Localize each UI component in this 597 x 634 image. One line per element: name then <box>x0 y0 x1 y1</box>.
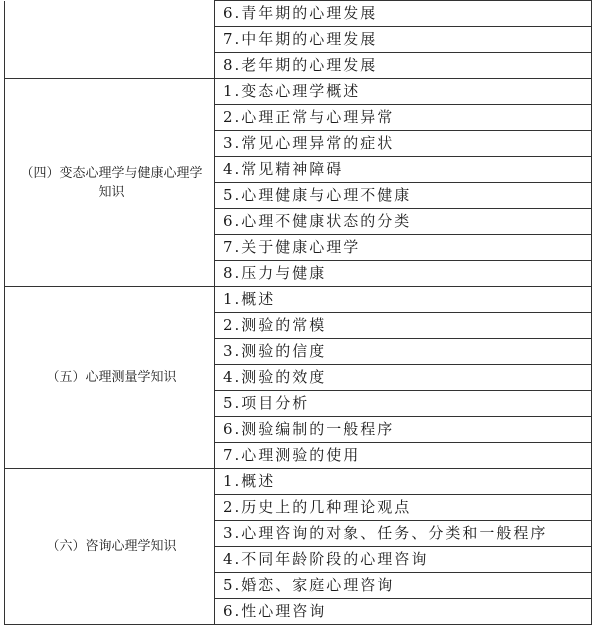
topic-item: 3.常见心理异常的症状 <box>215 131 592 157</box>
topic-item: 7.中年期的心理发展 <box>215 27 592 53</box>
topic-item: 3.测验的信度 <box>215 339 592 365</box>
topic-item: 3.心理咨询的对象、任务、分类和一般程序 <box>215 521 592 547</box>
syllabus-table <box>4 0 592 625</box>
table-row <box>5 287 592 313</box>
section-title-cell: （六）咨询心理学知识 <box>5 469 215 625</box>
topic-item: 5.项目分析 <box>215 391 592 417</box>
topic-item: 5.婚恋、家庭心理咨询 <box>215 573 592 599</box>
topic-item: 7.心理测验的使用 <box>215 443 592 469</box>
topic-item: 5.心理健康与心理不健康 <box>215 183 592 209</box>
section-title-cell: （四）变态心理学与健康心理学知识 <box>5 79 215 287</box>
table-row <box>5 469 592 495</box>
topic-item: 8.压力与健康 <box>215 261 592 287</box>
topic-item: 1.变态心理学概述 <box>215 79 592 105</box>
topic-item: 6.青年期的心理发展 <box>215 1 592 27</box>
table-row <box>5 1 592 27</box>
topic-item: 4.常见精神障碍 <box>215 157 592 183</box>
section-title-cell <box>5 1 215 79</box>
syllabus-table-container <box>4 0 592 625</box>
topic-item: 4.测验的效度 <box>215 365 592 391</box>
topic-item: 2.历史上的几种理论观点 <box>215 495 592 521</box>
section-title-cell: （五）心理测量学知识 <box>5 287 215 469</box>
topic-item: 6.心理不健康状态的分类 <box>215 209 592 235</box>
topic-item: 2.测验的常模 <box>215 313 592 339</box>
topic-item: 8.老年期的心理发展 <box>215 53 592 79</box>
table-body <box>5 1 592 625</box>
table-row <box>5 79 592 105</box>
topic-item: 4.不同年龄阶段的心理咨询 <box>215 547 592 573</box>
topic-item: 1.概述 <box>215 287 592 313</box>
topic-item: 2.心理正常与心理异常 <box>215 105 592 131</box>
topic-item: 6.测验编制的一般程序 <box>215 417 592 443</box>
topic-item: 7.关于健康心理学 <box>215 235 592 261</box>
topic-item: 6.性心理咨询 <box>215 599 592 625</box>
topic-item: 1.概述 <box>215 469 592 495</box>
